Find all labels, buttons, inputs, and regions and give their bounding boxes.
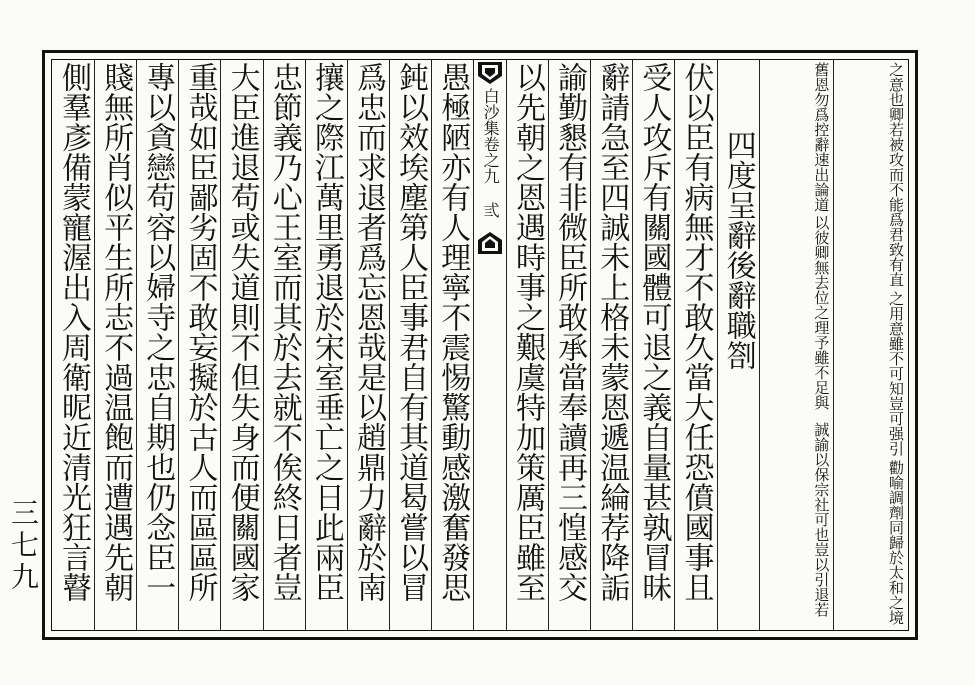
page-number: 三七九 xyxy=(7,498,40,594)
note-line: 之意也卿若被攻而不能爲君致有直 xyxy=(887,62,905,288)
text-column: 以先朝之恩遇時事之艱虞特加策厲臣雖至 xyxy=(506,60,548,630)
text-column: 諭勤懇有非微臣所敢承當奉讀再三惶感交 xyxy=(548,60,590,630)
text-column: 受人攻斥有關國體可退之義自量甚孰冒昧 xyxy=(632,60,674,630)
section-heading: 四度呈辭後辭職劄 xyxy=(717,60,759,630)
text-column: 忠節義乃心王室而其於去就不俟終日者豈 xyxy=(263,60,305,630)
text-column: 伏以臣有病無才不敢久當大任恐僨國事且 xyxy=(674,60,716,630)
text-column: 大臣進退苟或失道則不但失身而便關國家 xyxy=(220,60,262,630)
note-line: 舊恩勿爲控辭速出論道 xyxy=(812,62,831,213)
page-frame xyxy=(42,50,918,640)
fish-tail-icon xyxy=(478,62,502,84)
centre-title: 白沙集卷之九 xyxy=(481,88,501,184)
text-column: 爲忠而求退者爲忘恩哉是以趙鼎力辭於南 xyxy=(347,60,389,630)
note-line: 以彼卿無去位之理予雖不足與 xyxy=(812,214,831,410)
text-column: 重哉如臣鄙劣固不敢妄擬於古人而區區所 xyxy=(178,60,220,630)
text-column: 辭請急至四誠未上格未蒙恩遞温綸荐降詬 xyxy=(590,60,632,630)
text-column: 鈍以效埃塵第人臣事君自有其道曷嘗以冒 xyxy=(389,60,431,630)
text-column: 專以貪戀苟容以婦寺之忠自期也仍念臣一 xyxy=(136,60,178,630)
note-line: 勸喻調劑同歸於太和之境 xyxy=(887,460,905,626)
text-column: 攘之際江萬里勇退於宋室垂亡之日此兩臣 xyxy=(305,60,347,630)
text-column: 側羣彥備蒙寵渥出入周衛昵近清光狂言瞽 xyxy=(56,62,92,602)
royal-reply-notes xyxy=(833,60,908,630)
note-line: 誠諭以保宗社可也豈以引退若 xyxy=(812,422,831,618)
text-block xyxy=(51,59,909,631)
centre-strip xyxy=(473,60,506,630)
leaf-number: 弎 xyxy=(481,202,501,218)
royal-reply-notes xyxy=(759,60,834,630)
text-column: 賤無所肖似平生所志不過温飽而遭遇先朝 xyxy=(94,60,136,630)
text-column: 愚極陋亦有人理寧不震惕驚動感激奮發思 xyxy=(431,60,473,630)
note-line: 之用意雖不可知豈可强引 xyxy=(887,290,905,456)
fish-tail-icon xyxy=(478,232,502,254)
